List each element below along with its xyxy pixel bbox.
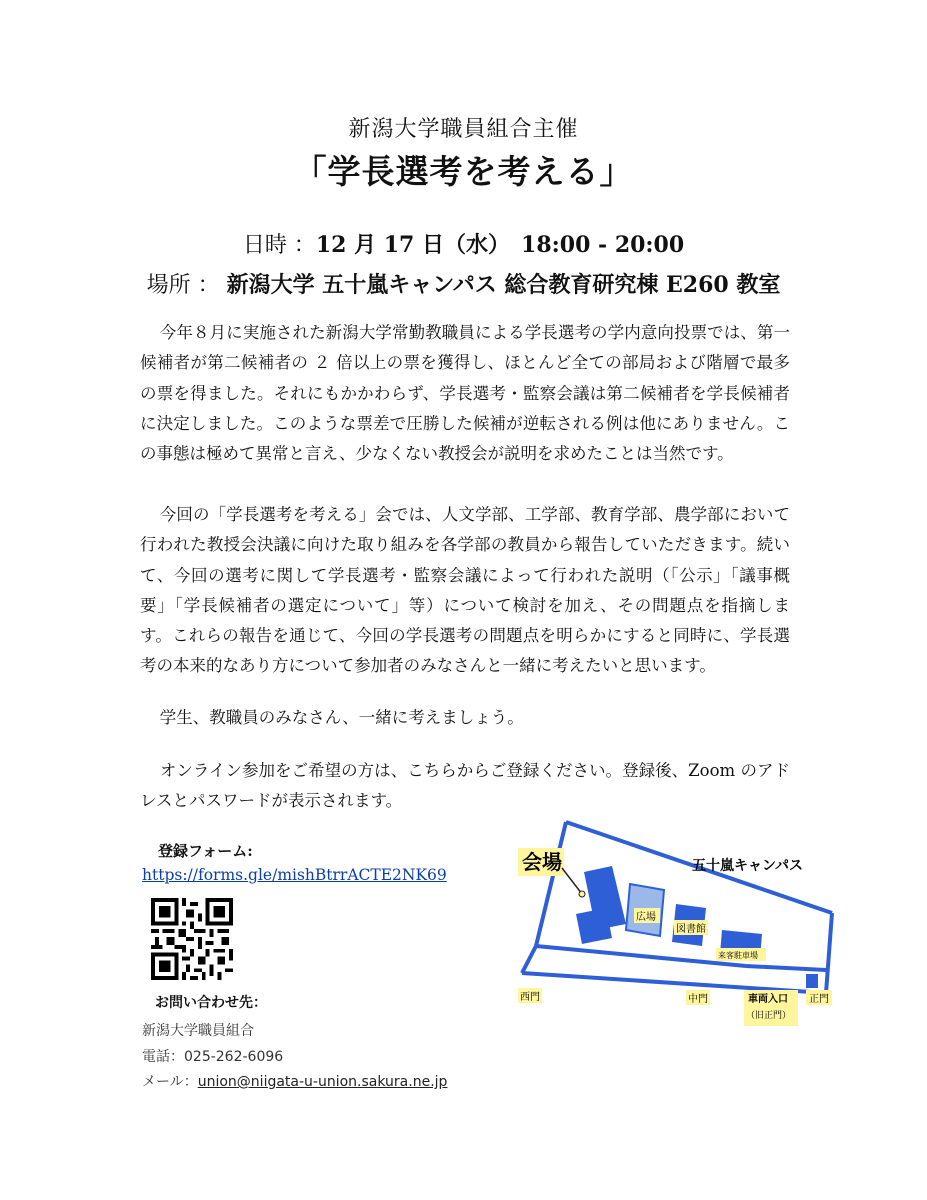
body-paragraph-3: 学生、教職員のみなさん、一緒に考えましょう。 [159,708,524,727]
old-main-gate-label: （旧正門） [746,1011,792,1021]
event-venue [0,268,927,299]
organizer-line: 新潟大学職員組合主催 [348,117,579,142]
parking-label: 来客駐車場 [718,951,758,960]
vehicle-entrance-label: 車両入口 [748,994,788,1005]
contact-label: お問い合わせ先： [155,995,267,1011]
middle-gate-label: 中門 [688,994,708,1005]
venue-value: 新潟大学 五十嵐キャンパス 総合教育研究棟 E260 教室 [226,272,781,298]
date-value: 12 月 17 日（水） 18:00 - 20:00 [315,232,685,258]
date-label: 日時 ： [242,233,316,258]
library-label: 図書館 [676,924,706,935]
venue-pointer [562,868,582,894]
venue-label: 場所 ： [146,273,220,298]
road-inner [536,946,746,966]
body-paragraph-2: 今回の「学長選考を考える」会では、人文学部、工学部、教育学部、農学部において行われた教授会決議に向けた取り組みを各学部の教員から報告していただきます。続いて、今回の選考に関して学長選考・監察会議によって行われた説明（「公示」「議事概要」「学長候補者の選定について」等）について検討を加え、その問題点を指摘します。これらの報告を通じて、今回の学長選考の問題点を明らかにすると同時に、学長選考の本来的なあり方について参加者のみなさんと一緒に考えたいと思います。 [140,505,790,676]
body-paragraph-1: 今年８月に実施された新潟大学常勤教職員による学長選考の学内意向投票では、第一候補者が第二候補者の ２ 倍以上の票を獲得し、ほとんど全ての部局および階層で最多の票を得ました。それにもかかわらず、学長選考・監察会議は第二候補者を学長候補者に決定しました。このような票差で圧勝した候補が逆転される例は他にありません。この事態は極めて異常と言え、少なくない教授会が説明を求めたことは当然です。 [140,323,790,464]
contact-org: 新潟大学職員組合 [142,1023,254,1039]
road-left-lower [522,946,536,973]
campus-map [514,818,844,1028]
road-left [536,822,566,946]
qr-code-icon [151,898,233,980]
main-gate-post [806,974,818,988]
road-right [826,913,832,993]
venue-marker-label: 会場 [522,850,562,874]
contact-email[interactable]: union@niigata-u-union.sakura.ne.jp [197,1074,448,1090]
road-inner-east [746,966,826,970]
building-left-2 [576,908,612,944]
west-gate-label: 西門 [520,992,540,1003]
email-label: メール： [142,1074,198,1090]
registration-link[interactable]: https://forms.gle/mishBtrrACTE2NK69 [142,866,447,884]
event-date [0,228,927,259]
plaza-label: 広場 [636,912,656,923]
contact-phone: 電話：025-262-6096 [142,1049,284,1065]
venue-dot [579,891,585,897]
body-paragraph-4: オンライン参加をご希望の方は、こちらからご登録ください。登録後、Zoom のアドレスとパスワードが表示されます。 [140,761,790,811]
contact-email-line [142,1071,447,1091]
main-gate-label: 正門 [809,994,829,1005]
campus-label: 五十嵐キャンパス [692,858,804,874]
registration-label: 登録フォーム: [158,842,253,860]
page-title: 「学長選考を考える」 [293,152,634,191]
